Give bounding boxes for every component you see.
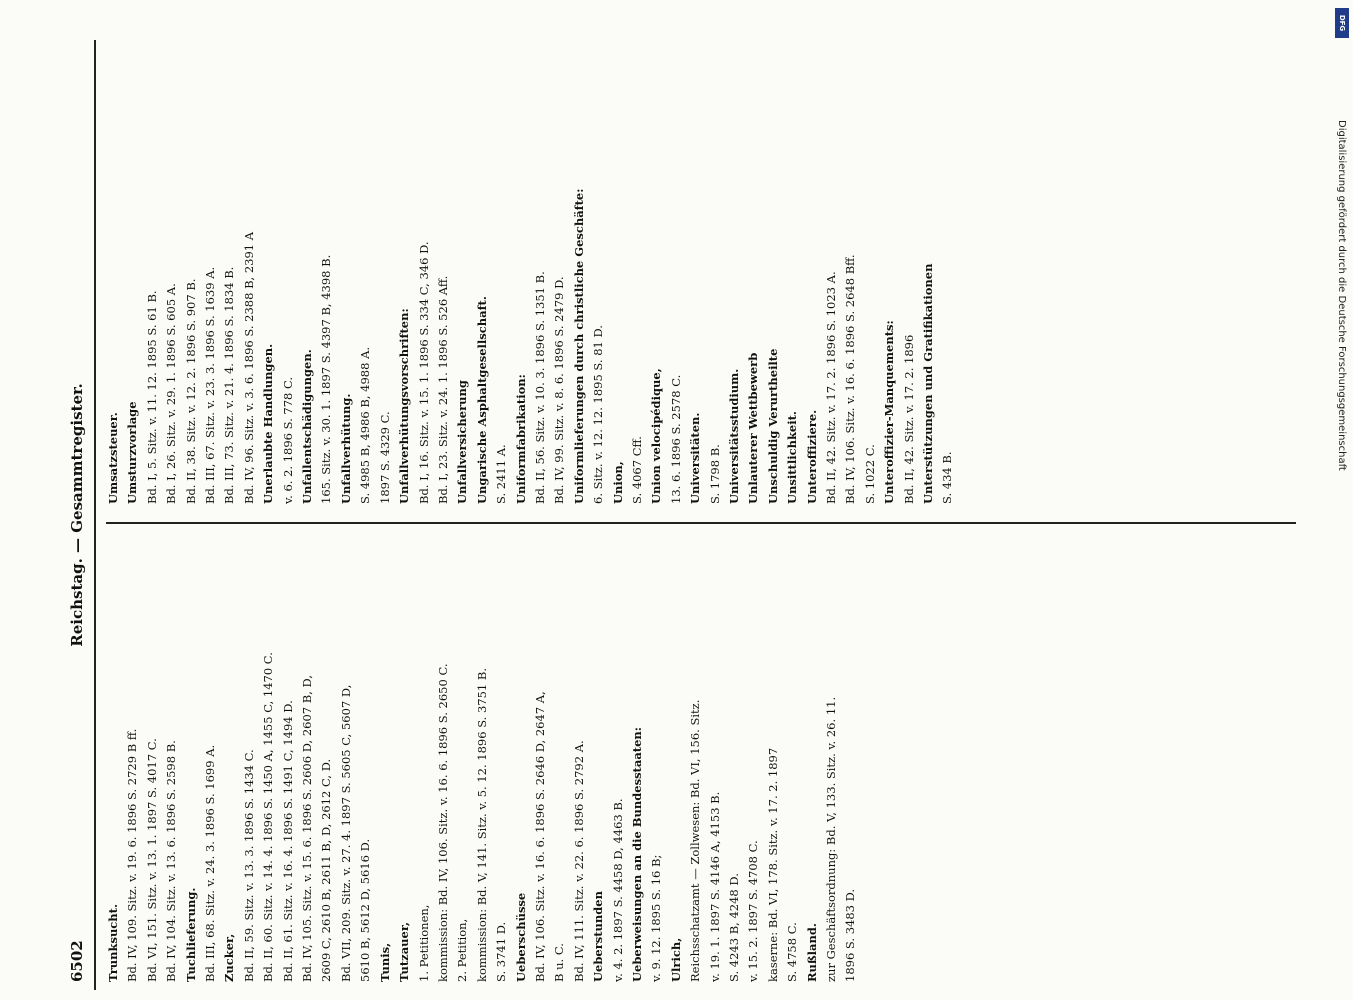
entry-keyword: Unfallverhütung. xyxy=(338,393,353,504)
index-entry xyxy=(339,542,354,982)
index-entry xyxy=(552,542,567,982)
index-entry xyxy=(863,64,878,504)
entry-text: Bd. IV, 104. Sitz. v. 13. 6. 1896 S. 2598 B. xyxy=(164,740,179,982)
index-entry xyxy=(843,64,858,504)
index-entry xyxy=(222,64,237,504)
index-entry xyxy=(708,64,723,504)
index-entry xyxy=(300,542,315,982)
entry-keyword: Tuchlieferung. xyxy=(183,887,198,982)
index-entry xyxy=(708,542,723,982)
index-entry xyxy=(417,64,432,504)
entry-text: S. 4067 Cff. xyxy=(629,436,644,504)
dfg-logo-text: DFG xyxy=(1338,14,1346,32)
entry-text: Bd. IV, 106. Sitz. v. 16. 6. 1896 S. 2646 D, 2647 A, xyxy=(532,691,547,982)
left-column xyxy=(106,542,1306,982)
entry-text: Bd. III, 68. Sitz. v. 24. 3. 1896 S. 1699 A. xyxy=(203,744,218,982)
entry-text: Bd. IV, 96. Sitz. v. 3. 6. 1896 S. 2388 B, 2391 A xyxy=(241,231,256,504)
index-entry xyxy=(824,542,839,982)
entry-keyword: Universitätsstudium. xyxy=(727,368,741,504)
index-entry xyxy=(514,542,529,982)
entry-text: 165. Sitz. v. 30. 1. 1897 S. 4397 B, 4398 B. xyxy=(319,254,334,504)
entry-text: Bd. VII, 209. Sitz. v. 27. 4. 1897 S. 5605 C, 5607 D, xyxy=(338,684,353,982)
entry-text: 6. Sitz. v. 12. 12. 1895 S. 81 D. xyxy=(591,325,606,504)
index-entry xyxy=(455,64,470,504)
index-entry xyxy=(785,64,800,504)
index-entry xyxy=(281,64,296,504)
entry-keyword: Unsittlichkeit. xyxy=(785,411,800,504)
entry-keyword: Uniformfabrikation: xyxy=(513,374,528,504)
index-entry xyxy=(727,64,742,504)
index-entry xyxy=(455,542,470,982)
index-entry xyxy=(669,542,684,982)
index-entry xyxy=(805,64,820,504)
entry-text: S. 3741 D. xyxy=(494,921,509,982)
entry-keyword: Unerlaubte Handlungen. xyxy=(261,343,276,504)
entry-text: 2. Petition, xyxy=(455,918,470,982)
entry-text: Bd. II, 60. Sitz. v. 14. 4. 1896 S. 1450 A, 1455 C, 1470 C. xyxy=(261,652,276,982)
entry-text: Bd. IV, 111. Sitz. v. 22. 6. 1896 S. 2792 A. xyxy=(571,740,586,982)
index-entry xyxy=(242,542,257,982)
index-entry xyxy=(630,542,645,982)
index-entry xyxy=(785,542,800,982)
index-entry xyxy=(378,542,393,982)
index-entry xyxy=(514,64,529,504)
page-header xyxy=(60,40,96,990)
index-entry xyxy=(222,542,237,982)
index-entry xyxy=(824,64,839,504)
entry-text: v. 15. 2. 1897 S. 4708 C. xyxy=(746,840,761,982)
entry-text: Bd. III, 73. Sitz. v. 21. 4. 1896 S. 1834 B. xyxy=(222,266,237,504)
index-entry xyxy=(281,542,296,982)
dfg-logo xyxy=(1335,8,1349,38)
index-entry xyxy=(184,64,199,504)
entry-text: Bd. IV, 99. Sitz. v. 8. 6. 1896 S. 2479 D. xyxy=(552,276,567,504)
index-entry xyxy=(533,542,548,982)
index-entry xyxy=(494,64,509,504)
entry-text: S. 1022 C. xyxy=(862,444,877,504)
entry-text: kommission: Bd. IV, 106. Sitz. v. 16. 6. 1896 S. 2650 C. xyxy=(435,663,450,982)
entry-keyword: Unterstützungen und Gratifikationen xyxy=(921,263,936,504)
index-entry xyxy=(203,64,218,504)
index-entry xyxy=(727,542,742,982)
index-entry xyxy=(319,542,334,982)
index-entry xyxy=(397,64,412,504)
entry-keyword: Zucker, xyxy=(222,933,237,982)
entry-keyword: Unfallverhütungsvorschriften: xyxy=(397,308,412,504)
index-entry xyxy=(164,64,179,504)
entry-keyword: Unfallentschädigungen. xyxy=(300,349,315,504)
entry-text: v. 9. 12. 1895 S. 16 B; xyxy=(649,854,664,982)
index-entry xyxy=(921,64,936,504)
entry-keyword: Unschuldig Verurtheilte xyxy=(765,348,780,504)
index-entry xyxy=(475,542,490,982)
entry-text: S. 4985 B, 4986 B, 4988 A. xyxy=(358,346,373,504)
index-entry xyxy=(882,64,897,504)
entry-text: 5610 B, 5612 D, 5616 D. xyxy=(358,838,373,982)
rotated-page-content xyxy=(60,40,1320,990)
index-entry xyxy=(746,542,761,982)
digitization-note-text: Digitalisierung gefördert durch die Deutsche Forschungsgemeinschaft xyxy=(1336,120,1347,471)
entry-text: Bd. II, 38. Sitz. v. 12. 2. 1896 S. 907 B. xyxy=(183,278,198,504)
entry-text: Bd. II, 42. Sitz. v. 17. 2. 1896 xyxy=(901,334,916,504)
entry-text: 1. Petitionen, xyxy=(416,904,431,982)
entry-text: kaserne: Bd. VI, 178. Sitz. v. 17. 2. 1897 xyxy=(765,747,780,982)
index-entry xyxy=(436,542,451,982)
entry-text: Bd. VI, 151. Sitz. v. 13. 1. 1897 S. 4017 C. xyxy=(144,738,159,982)
entry-text: 1896 S. 3483 D. xyxy=(843,888,858,982)
index-entry xyxy=(533,64,548,504)
index-entry xyxy=(766,64,781,504)
entry-keyword: Uniformlieferungen durch christliche Geschäfte: xyxy=(571,188,586,504)
entry-keyword: Unteroffizier-Manquements: xyxy=(882,320,897,504)
index-entry xyxy=(591,542,606,982)
index-entry xyxy=(572,64,587,504)
index-entry xyxy=(649,64,664,504)
entry-keyword: Rußland. xyxy=(804,923,819,982)
entry-keyword: Ulrich, xyxy=(668,937,683,982)
index-entry xyxy=(746,64,761,504)
entry-keyword: Unfallversicherung xyxy=(455,380,470,504)
index-entry xyxy=(688,542,703,982)
index-entry xyxy=(611,64,626,504)
index-entry xyxy=(358,542,373,982)
index-entry xyxy=(591,64,606,504)
index-entry xyxy=(397,542,412,982)
entry-text: S. 434 B. xyxy=(940,451,955,504)
index-entry xyxy=(125,542,140,982)
entry-keyword: Ueberschüsse xyxy=(513,892,528,982)
entry-text: v. 4. 2. 1897 S. 4458 D, 4463 B. xyxy=(610,798,625,982)
entry-keyword: Trunksucht. xyxy=(106,904,120,982)
index-entry xyxy=(106,64,121,504)
index-entry xyxy=(669,64,684,504)
entry-text: Bd. IV, 105. Sitz. v. 15. 6. 1896 S. 2606 D, 2607 B, D, xyxy=(300,675,315,982)
entry-keyword: Union, xyxy=(610,461,625,504)
entry-keyword: Tunis, xyxy=(377,942,392,982)
entry-text: Bd. II, 42. Sitz. v. 17. 2. 1896 S. 1023 A. xyxy=(824,271,839,504)
entry-keyword: Ungarische Asphaltgesellschaft. xyxy=(474,296,489,504)
index-entry xyxy=(475,64,490,504)
index-entry xyxy=(688,64,703,504)
index-entry xyxy=(261,542,276,982)
index-entry xyxy=(572,542,587,982)
entry-text: 1897 S. 4329 C. xyxy=(377,411,392,504)
entry-text: v. 19. 1. 1897 S. 4146 A, 4153 B. xyxy=(707,791,722,982)
index-entry xyxy=(902,64,917,504)
index-entry xyxy=(145,64,160,504)
index-entry xyxy=(805,542,820,982)
entry-text: Reichsschatzamt — Zollwesen: Bd. VI, 156. Sitz. xyxy=(688,699,703,982)
entry-keyword: Umsatzsteuer. xyxy=(106,412,120,504)
index-entry xyxy=(417,542,432,982)
entry-text: S. 1798 B. xyxy=(707,444,722,504)
entry-keyword: Union velocipédique, xyxy=(649,368,664,504)
entry-text: kommission: Bd. V, 141. Sitz. v. 5. 12. 1896 S. 3751 B. xyxy=(474,667,489,982)
entry-keyword: Ueberweisungen an die Bundesstaaten: xyxy=(629,726,644,982)
index-entry xyxy=(436,64,451,504)
entry-text: S. 4758 C. xyxy=(785,922,800,982)
digitization-note xyxy=(1333,120,1347,980)
entry-text: 2609 C, 2610 B, 2611 B, D, 2612 C, D. xyxy=(319,758,334,982)
right-column xyxy=(106,64,1306,504)
entry-text: zur Geschäftsordnung: Bd. V, 133. Sitz. v. 26. 11. xyxy=(824,696,839,982)
index-entry xyxy=(358,64,373,504)
entry-text: Bd. IV, 109. Sitz. v. 19. 6. 1896 S. 2729 B ff. xyxy=(125,728,140,982)
index-entry xyxy=(611,542,626,982)
entry-text: v. 6. 2. 1896 S. 778 C. xyxy=(280,376,295,504)
entry-text: Bd. III, 67. Sitz. v. 23. 3. 1896 S. 1639 A. xyxy=(203,266,218,504)
index-entry xyxy=(339,64,354,504)
entry-text: Bd. II, 59. Sitz. v. 13. 3. 1896 S. 1434 C. xyxy=(241,749,256,982)
index-entry xyxy=(552,64,567,504)
page-title: Reichstag. — Gesammtregister. xyxy=(68,383,86,647)
index-entry xyxy=(242,64,257,504)
index-entry xyxy=(145,542,160,982)
column-divider xyxy=(106,522,1296,524)
index-entry xyxy=(164,542,179,982)
entry-text: Bd. I, 23. Sitz. v. 24. 1. 1896 S. 526 Aff. xyxy=(435,275,450,504)
entry-keyword: Tutzauer, xyxy=(397,921,412,982)
index-entry xyxy=(184,542,199,982)
index-entry xyxy=(630,64,645,504)
index-entry xyxy=(940,64,955,504)
entry-keyword: Umsturzvorlage xyxy=(125,401,140,504)
entry-keyword: Unteroffiziere. xyxy=(804,409,819,504)
entry-text: B u. C. xyxy=(552,943,567,982)
page-number: 6502 xyxy=(68,940,86,982)
index-entry xyxy=(378,64,393,504)
entry-text: 13. 6. 1896 S. 2578 C. xyxy=(668,374,683,504)
index-entry xyxy=(766,542,781,982)
index-entry xyxy=(319,64,334,504)
entry-keyword: Unlauterer Wettbewerb xyxy=(746,352,761,504)
entry-text: S. 2411 A. xyxy=(494,444,509,504)
index-entry xyxy=(300,64,315,504)
entry-text: Bd. I, 16. Sitz. v. 15. 1. 1896 S. 334 C, 346 D. xyxy=(416,241,431,504)
entry-keyword: Universitäten. xyxy=(688,412,703,504)
index-entry xyxy=(494,542,509,982)
index-entry xyxy=(125,64,140,504)
index-entry xyxy=(203,542,218,982)
entry-text: Bd. I, 5. Sitz. v. 11. 12. 1895 S. 61 B. xyxy=(144,290,159,504)
index-entry xyxy=(261,64,276,504)
index-entry xyxy=(649,542,664,982)
entry-text: Bd. IV, 106. Sitz. v. 16. 6. 1896 S. 2648 Bff. xyxy=(843,254,858,504)
entry-text: S. 4243 B, 4248 D. xyxy=(727,873,741,982)
index-entry xyxy=(106,542,121,982)
index-entry xyxy=(843,542,858,982)
entry-text: Bd. II, 61. Sitz. v. 16. 4. 1896 S. 1491 C, 1494 D. xyxy=(280,700,295,982)
entry-text: Bd. I, 26. Sitz. v. 29. 1. 1896 S. 605 A. xyxy=(164,283,179,504)
entry-text: Bd. II, 56. Sitz. v. 10. 3. 1896 S. 1351 B. xyxy=(532,271,547,504)
entry-keyword: Ueberstunden xyxy=(591,891,606,982)
